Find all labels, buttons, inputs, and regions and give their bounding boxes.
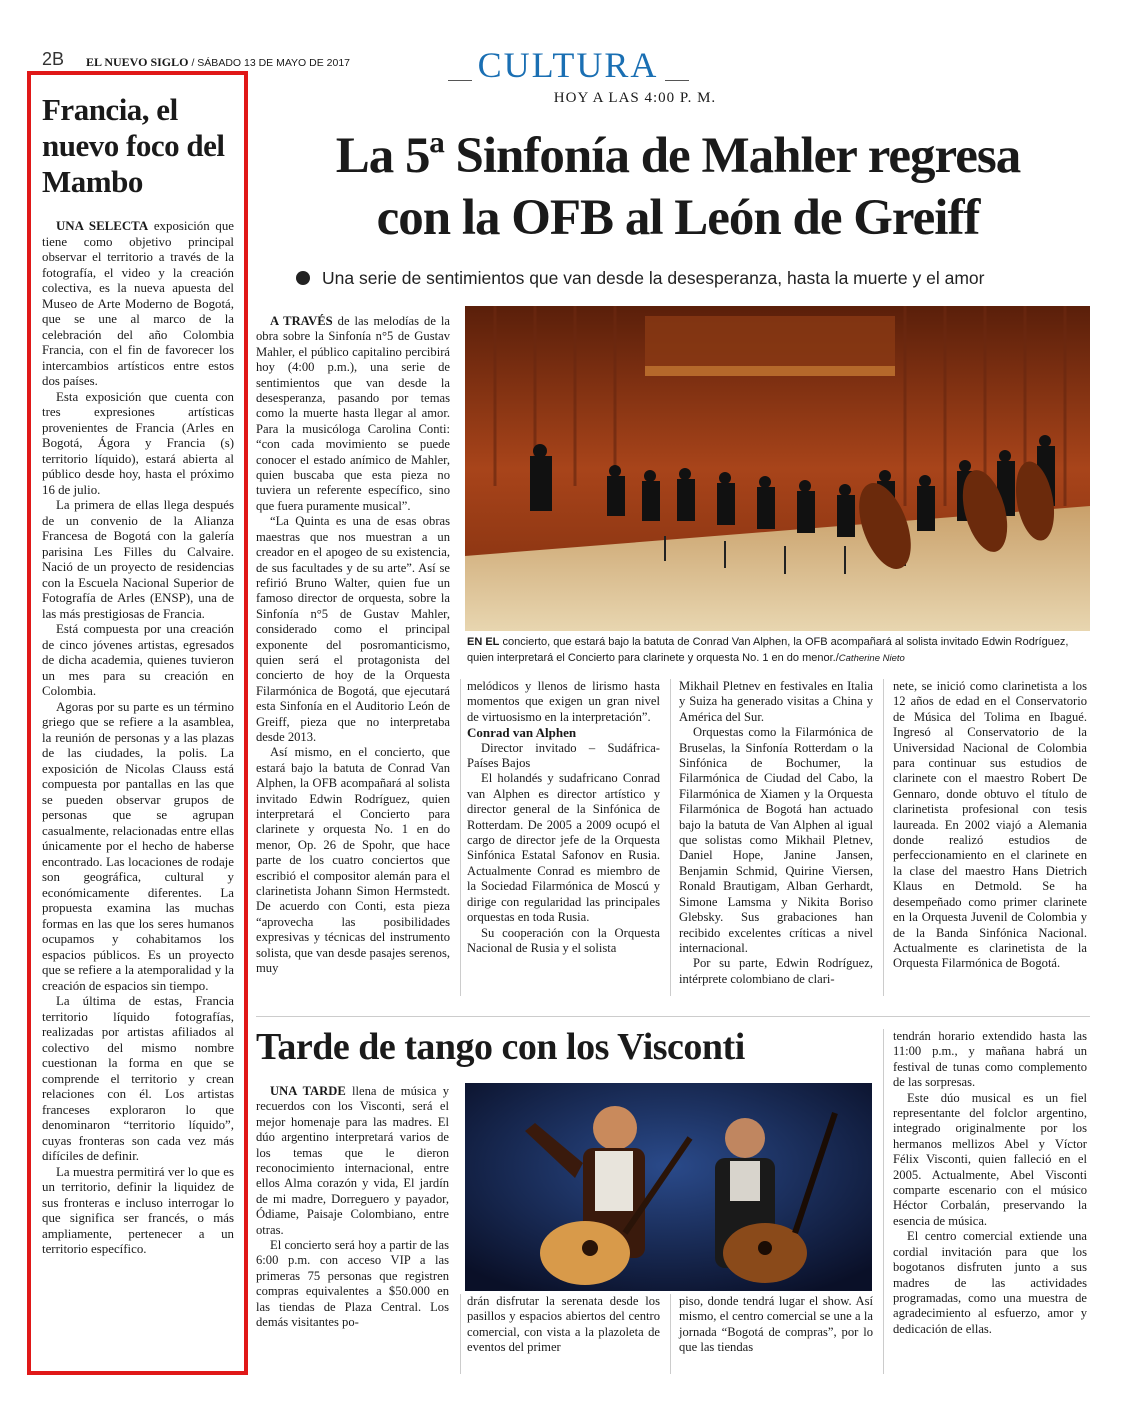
sidebar-paragraph: La primera de ellas llega después de un convenio de la Alianza Francesa de Bogotá con la galería parisina Les Filles du Calvaire. Nació de un proyecto de residencias con la Escuela Nacional Superior de Fotografía de Arles (ENSP), una de las más prestigiosas de Francia. bbox=[42, 498, 234, 621]
section-title: CULTURA bbox=[477, 45, 659, 85]
sidebar-paragraph: Esta exposición que cuenta con tres expresiones artísticas provenientes de Francia (Arles en Bogotá, Ágora y Francia (s) territorio líquido), estará abierta al público desde hoy, hasta el próximo 16 de julio. bbox=[42, 389, 234, 497]
sidebar-body bbox=[42, 219, 234, 1359]
caption-text: concierto, que estará bajo la batuta de Conrad Van Alphen, la OFB acompañará al solista invitado Edwin Rodríguez, quien interpretará el Concierto para clarinete y orquesta No. 1 en do menor./ bbox=[467, 636, 1069, 664]
article-paragraph bbox=[256, 1084, 449, 1238]
article-paragraph: tendrán horario extendido hasta las 11:00 p.m., y mañana habrá un festival de tunas como complemento de las sorpresas. bbox=[893, 1029, 1087, 1090]
article-paragraph: Este dúo musical es un fiel representante del folclor argentino, integrado originalmente por los hermanos mellizos Abel y Víctor Félix Visconti, quien falleció en el 2005. Actualmente, Abel Visconti comparte escenario con el músico Héctor Corbalán, preservando la esencia de música. bbox=[893, 1090, 1087, 1228]
article-paragraph: drán disfrutar la serenata desde los pasillos y espacios abiertos del centro comercial, con vista a la plazoleta de eventos del primer bbox=[467, 1294, 660, 1355]
column-rule bbox=[460, 679, 461, 996]
photo-caption bbox=[467, 634, 1090, 667]
article-paragraph bbox=[256, 314, 450, 514]
article-paragraph: piso, donde tendrá lugar el show. Así mismo, el centro comercial se une a la jornada “Bogotá de compras”, por lo que las tiendas bbox=[679, 1294, 873, 1355]
section-rule-left bbox=[448, 80, 472, 81]
tango-headline: Tarde de tango con los Visconti bbox=[256, 1026, 745, 1068]
lead-in: A TRAVÉS bbox=[270, 314, 333, 328]
paper-name: EL NUEVO SIGLO bbox=[86, 55, 189, 69]
lead-in: UNA TARDE bbox=[270, 1084, 346, 1098]
orchestra-image bbox=[465, 306, 1090, 631]
article-subtitle: Conrad van Alphen bbox=[467, 725, 577, 741]
article-paragraph: El holandés y sudafricano Conrad van Alphen es director artístico y director general de la Sinfónica de Rotterdam. De 2005 a 2009 ocupó el cargo de director jefe de la Orquesta Sinfónica Estatal Safonov en Rusia. Actualmente Conrad es miembro de la Sociedad Filarmónica de Moscú y dirige con regularidad las principales orquestas en toda Rusia. bbox=[467, 771, 660, 925]
article-paragraph: Por su parte, Edwin Rodríguez, intérprete colombiano de clari- bbox=[679, 956, 873, 986]
article-paragraph: “La Quinta es una de esas obras maestras que nos muestran a un creador en el apogeo de su existencia, de sus facultades y de su arte”. Así se refirió Bruno Walter, quien fue un famoso director de orquesta, sobre la Sinfonía n°5 de Gustav Mahler, considerado como el principal exponente del posromanticismo, quien será el protagonista del concierto de hoy de la Orquesta Filarmónica de Bogotá, que ejecutará esta Sinfonía en el Auditorio León de Greiff, pieza que no interpretaba desde 2013. bbox=[256, 514, 450, 744]
tango-column-1 bbox=[256, 1084, 449, 1331]
article-paragraph: Orquestas como la Filarmónica de Bruselas, la Sinfonía Rotterdam o la Sinfónica de Bochumer, la Filarmónica de Ciudad del Cabo, la Filarmónica de Xiamen y la Orquesta Filarmónica de Bogotá han actuado bajo la batuta de Van Alphen al igual que solistas como Mikhail Pletnev, Daniel Hope, Janine Jansen, Benjamin Schmid, Quirine Viersen, Ronald Brautigam, Alban Gerhardt, Simone Lamsma y Nikita Boriso Glebsky. Sus grabaciones han recibido excelentes críticas a nivel internacional. bbox=[679, 725, 873, 955]
masthead bbox=[86, 55, 350, 70]
paragraph-text: de las melodías de la obra sobre la Sinfonía n°5 de Gustav Mahler, el público capitalino percibirá hoy (4:00 p.m.), una serie de sentimientos que van desde la desesperanza, pasando por temas como la muerte hasta llegar al amor. Para la musicóloga Carolina Conti: “con cada movimiento se puede conocer el estado anímico de Mahler, quien buscaba que esta pieza no tuviera un referente específico, sino que fuera puramente musical”. bbox=[256, 314, 451, 513]
article-paragraph: Director invitado – Sudáfrica-Países Bajos bbox=[467, 740, 660, 771]
sidebar-paragraph bbox=[42, 219, 234, 390]
sidebar-title: Francia, el nuevo foco del Mambo bbox=[42, 92, 225, 199]
article-paragraph: Su cooperación con la Orquesta Nacional de Rusia y el solista bbox=[467, 925, 660, 955]
headline-line-1: La 5ª Sinfonía de Mahler regresa bbox=[335, 128, 1021, 184]
caption-lead: EN EL bbox=[467, 636, 500, 648]
column-rule bbox=[670, 679, 671, 996]
column-rule bbox=[883, 1029, 884, 1374]
article-divider bbox=[256, 1016, 1090, 1017]
paragraph-text: llena de música y recuerdos con los Visconti, será el mejor homenaje para las madres. El dúo argentino interpretará varios de los temas que le dieron reconocimiento internacional, entre ellos Alma corazón y vida, El jardín de mi madre, Dorreguero y payador, Ódiame, Paisaje Colombiano, entre otras. bbox=[256, 1084, 449, 1237]
column-rule bbox=[670, 1294, 671, 1374]
concert-photo bbox=[465, 306, 1090, 631]
sidebar-paragraph: La última de estas, Francia territorio líquido fotografías, realizadas por artistas afiliados al colectivo del mismo nombre cuestionan la forma en que se comprende el territorio y crean relaciones con él. Los artistas franceses exploraron lo que denominaron “territorio líquido”, cuyas fronteras son cada vez más difíciles de definir. bbox=[42, 994, 234, 1163]
page-number: 2B bbox=[42, 49, 65, 69]
article-column-3 bbox=[679, 679, 873, 987]
sidebar-paragraph: La muestra permitirá ver lo que es un territorio, definir la liquidez de sus fronteras e incluso interrogar lo que significa ser francés, o más ampliamente, pertenecer a un territorio específico. bbox=[42, 1164, 234, 1256]
section-rule-right bbox=[665, 80, 689, 81]
article-paragraph: nete, se inició como clarinetista a los 12 años de edad en el Conservatorio de Música del Tolima en Ibagué. Ingresó al Conservatorio de la Universidad Nacional de Colombia para continuar sus estudios de clarinete con el maestro Robert De Gennaro, donde obtuvo el título de clarinetista profesional con tesis laureada. En 2002 viajó a Alemania donde realizó estudios de perfeccionamiento en el clarinete en la clase del maestro Hans Dietrich Klaus en Detmold. Se ha desempeñado como primer clarinete en la Orquesta Juvenil de Colombia y de la Banda Sinfónica Nacional. Actualmente es clarinetista de la Orquesta Filarmónica de Bogotá. bbox=[893, 679, 1087, 971]
bullet-icon bbox=[296, 271, 310, 285]
sidebar-paragraph: Está compuesta por una creación de cinco jóvenes artistas, egresados de dicha academia, quienes tuvieron un mes para su creación en Colombia. bbox=[42, 622, 234, 698]
column-rule bbox=[883, 679, 884, 996]
duo-guitarists-image bbox=[465, 1083, 872, 1291]
article-column-4 bbox=[893, 679, 1087, 972]
article-paragraph: Mikhail Pletnev en festivales en Italia y Suiza ha generado visitas a China y América del Sur. bbox=[679, 679, 873, 724]
sidebar-paragraph: Agoras por su parte es un término griego que se refiere a la asamblea, la reunión de personas y a las plazas de las ciudades, la polis. La exposición de Nicolas Clauss está compuesta por pantallas en las que se pueden observar grupos de personas que se agrupan casualmente, relacionadas entre ellas únicamente por el hecho de haberse encontrado. Las locaciones de rodaje son geográfica, cultural y económicamente diferentes. La propuesta examina las muchas formas en las que los seres humanos ocupamos y cohabitamos los espacios públicos. Es un proyecto que se refiere a la atemporalidad y la creación de espacios sin tiempo. bbox=[42, 699, 234, 993]
article-paragraph: El concierto será hoy a partir de las 6:00 p.m. con acceso VIP a las primeras 75 personas que registren compras equivalentes a $50.000 en las tiendas de Plaza Central. Los demás visitantes po- bbox=[256, 1238, 449, 1330]
visconti-photo bbox=[465, 1083, 872, 1291]
main-headline bbox=[258, 125, 1098, 249]
subhead-text: Una serie de sentimientos que van desde la desesperanza, hasta la muerte y el amor bbox=[322, 268, 985, 288]
article-column-2 bbox=[467, 679, 660, 956]
article-paragraph: El centro comercial extiende una cordial invitación para que los bogotanos disfruten junto a sus madres de las actividades programadas, como una muestra de agradecimiento al esfuerzo, amor y dedicación de ellas. bbox=[893, 1229, 1087, 1336]
issue-date: / SÁBADO 13 DE MAYO DE 2017 bbox=[191, 57, 351, 69]
tango-column-3 bbox=[679, 1294, 873, 1356]
article-paragraph: melódicos y llenos de lirismo hasta momentos que exigen un gran nivel de virtuosismo en la interpretación”. bbox=[467, 679, 660, 724]
subheadline bbox=[296, 268, 1076, 289]
lead-in: UNA SELECTA bbox=[56, 219, 149, 233]
article-column-1 bbox=[256, 314, 450, 976]
photo-credit: Catherine Nieto bbox=[838, 653, 905, 664]
tango-column-4 bbox=[893, 1029, 1087, 1337]
headline-line-2: con la OFB al León de Greiff bbox=[376, 190, 980, 246]
tango-column-2 bbox=[467, 1294, 660, 1356]
column-rule bbox=[460, 1294, 461, 1374]
paragraph-text: exposición que tiene como objetivo principal observar el territorio a través de la fotografía, el video y la creación colectiva, es la nueva apuesta del Museo de Arte Moderno de Bogotá, que se une al marco de la celebración del año Colombia Francia, con el fin de favorecer los intercambios artísticos entre estos dos países. bbox=[42, 219, 234, 388]
article-paragraph: Así mismo, en el concierto, que estará bajo la batuta de Conrad Van Alphen, la OFB acompañará al solista invitado Edwin Rodríguez, quien interpretará el Concierto para clarinete y orquesta No. 1 en do menor, Op. 26 de Spohr, que hace parte de los cuatro conciertos que escribió el compositor alemán para el clarinetista Johann Simon Hermstedt. De acuerdo con Conti, esta pieza “aprovecha las posibilidades expresivas y técnicas del instrumento solista, que van desde pasajes serenos, muy bbox=[256, 745, 450, 976]
article-kicker: HOY A LAS 4:00 P. M. bbox=[553, 90, 717, 106]
